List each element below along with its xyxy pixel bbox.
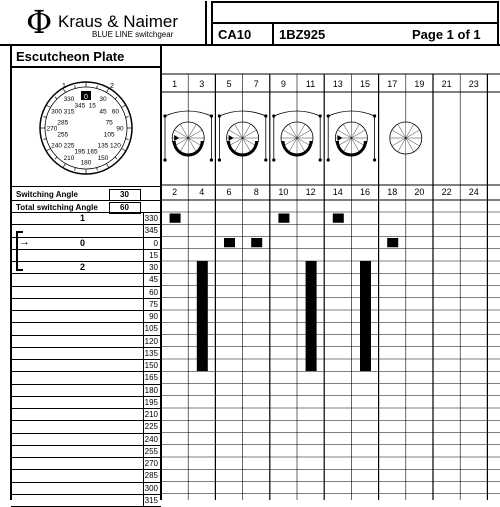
terminal-number-bottom: 22 (441, 187, 452, 197)
terminal-number-top: 19 (414, 79, 425, 89)
angle-label: 60 (149, 287, 158, 297)
angle-row-line (11, 433, 161, 434)
dial-tick (46, 105, 50, 108)
header-right-border (497, 1, 499, 45)
angle-label: 345 (144, 226, 158, 236)
angle-label: 90 (149, 312, 158, 321)
dial-labels (47, 96, 124, 166)
angle-row-line (11, 310, 161, 311)
angle-label: 300 (144, 483, 158, 493)
page-indicator: Page 1 of 1 (412, 27, 481, 42)
total-switching-angle-label: Total switching Angle (16, 203, 98, 212)
dial-outer-number: 90 (116, 125, 124, 133)
dial-tick (75, 168, 76, 171)
angle-label: 75 (149, 299, 158, 309)
angle-row-line (11, 457, 161, 458)
angle-row-line (11, 396, 161, 397)
switch-position-label: 1 (80, 213, 86, 223)
angle-row-line (11, 212, 161, 213)
total-switching-angle-value: 60 (120, 203, 129, 212)
angle-row-line (11, 249, 161, 250)
closed-contact-mark (224, 238, 235, 247)
dial-tick (43, 139, 46, 140)
switch-position-label: 2 (80, 262, 86, 272)
dial-tick (115, 97, 117, 99)
angle-label: 285 (144, 471, 158, 481)
escutcheon-title: Escutcheon Plate (16, 49, 125, 64)
terminal-number-bottom: 2 (172, 187, 178, 197)
angle-label: 255 (144, 446, 158, 456)
dial-corner-label-right: 2 (110, 83, 114, 90)
angle-row-line (11, 408, 161, 409)
terminal-number-top: 11 (305, 79, 316, 89)
terminal-number-top: 15 (359, 79, 371, 89)
closed-contact-bar (197, 261, 208, 371)
terminal-number-top: 7 (253, 79, 259, 89)
angle-label: 270 (144, 459, 158, 468)
dial-pointer-label: 0 (84, 94, 88, 101)
angle-label: 120 (144, 336, 158, 346)
dial-tick (115, 157, 117, 159)
header-left-border (211, 1, 213, 45)
closed-contact-bar (306, 261, 317, 371)
terminal-number-bottom: 4 (199, 187, 205, 197)
dial-tick (46, 149, 50, 152)
angle-row-line (11, 224, 161, 225)
terminal-number-top: 9 (280, 79, 286, 89)
dial-tick (97, 168, 98, 171)
angle-label: 135 (144, 348, 158, 358)
angle-row-line (11, 273, 161, 274)
header-bottom-line (0, 44, 500, 46)
angle-label: 330 (144, 214, 158, 223)
angle-row-line (11, 237, 161, 238)
angle-label: 180 (144, 385, 158, 395)
angle-row-line (11, 359, 161, 360)
terminal-number-bottom: 16 (359, 187, 371, 197)
closed-contact-mark (387, 238, 398, 247)
closed-contact-mark (278, 214, 289, 223)
angle-label: 195 (144, 397, 158, 407)
contact-diagram (160, 72, 500, 502)
dial-inner-number: 315 (63, 108, 75, 116)
header-left-divider (205, 1, 207, 45)
dial-inner-number: 75 (105, 119, 113, 127)
angle-row-line (11, 482, 161, 483)
dial-outer-number: 180 (80, 159, 92, 167)
terminal-number-top: 17 (387, 79, 398, 89)
brand-name: Kraus & Naimer (58, 12, 178, 31)
dial-inner-number: 135 (97, 142, 109, 150)
terminal-number-bottom: 8 (253, 187, 259, 197)
angle-label: 15 (149, 250, 158, 260)
angle-label: 165 (144, 373, 158, 383)
dial-tick (55, 157, 57, 159)
cam-contact (390, 122, 422, 154)
dial-inner-number: 15 (88, 102, 96, 110)
dial-tick (122, 149, 126, 152)
terminal-number-top: 23 (468, 79, 479, 89)
angle-row-line (11, 335, 161, 336)
switching-angle-value: 30 (120, 190, 129, 199)
dial-outer-number: 300 (51, 108, 62, 116)
angle-label: 240 (144, 434, 158, 444)
angle-label: 210 (144, 410, 158, 419)
escutcheon-title-underline (11, 66, 161, 68)
angle-row-line (11, 298, 161, 299)
terminal-number-top: 1 (172, 79, 178, 89)
dial-inner-number: 255 (57, 131, 69, 139)
terminal-number-top: 5 (226, 79, 232, 89)
closed-contact-mark (333, 214, 344, 223)
angle-label: 225 (144, 422, 158, 432)
terminal-number-top: 3 (199, 79, 205, 89)
dial-outer-number: 60 (111, 108, 120, 116)
dial-outer-number: 330 (63, 96, 75, 104)
dial-inner-number: 195 (74, 148, 86, 156)
switch-position-label: 0 (80, 237, 86, 248)
angle-label: 150 (144, 361, 158, 370)
dial-corner-label-left: 1 (62, 83, 66, 90)
angle-label: 0 (153, 238, 158, 248)
closed-contact-bar (360, 261, 371, 371)
contact-cams (163, 111, 421, 162)
terminal-number-bottom: 24 (468, 187, 479, 197)
dial-tick (122, 105, 126, 108)
dial-inner-number: 45 (99, 108, 107, 116)
terminal-number-top: 13 (332, 79, 343, 89)
contact-table (160, 212, 500, 502)
dial-inner-number: 165 (86, 148, 98, 156)
header-top-line (211, 1, 499, 3)
dial-inner-number: 105 (103, 131, 115, 139)
dial-inner-number: 345 (74, 102, 86, 110)
angle-row-line (11, 322, 161, 323)
dial-outer-number: 150 (97, 154, 109, 162)
dial-outer-number: 30 (99, 96, 107, 104)
angle-row-line (11, 384, 161, 385)
dial-tick (75, 85, 76, 88)
dial-tick (107, 88, 110, 92)
angle-label: 45 (149, 275, 158, 285)
terminal-number-bottom: 20 (414, 187, 425, 197)
switching-box-divider (11, 200, 161, 201)
angle-row-line (11, 371, 161, 372)
angle-row-line (11, 261, 161, 262)
dial-inner-number: 225 (63, 142, 75, 150)
dial-tick (126, 117, 129, 118)
angle-row-line (11, 420, 161, 421)
terminal-number-bottom: 10 (278, 187, 289, 197)
dial-tick (97, 85, 98, 88)
angle-label: 315 (144, 495, 158, 505)
angle-row-line (11, 445, 161, 446)
angle-row-line (11, 494, 161, 495)
model-code: CA10 (218, 27, 252, 42)
angle-row-line (11, 286, 161, 287)
dial-outer-number: 240 (51, 142, 62, 150)
dial-tick (63, 164, 66, 168)
closed-contact-mark (251, 238, 262, 247)
closed-contact-mark (170, 214, 181, 223)
part-number: 1BZ925 (279, 27, 326, 42)
dial-outer-number: 210 (63, 154, 75, 162)
dial-outer-number: 120 (110, 142, 121, 150)
dial-tick (55, 97, 57, 99)
angle-row-line (11, 469, 161, 470)
dial-tick (43, 117, 46, 118)
handle-position-arrow-icon: → (19, 236, 30, 248)
brand-tagline: BLUE LINE switchgear (92, 30, 174, 39)
dial-outer-number: 270 (46, 125, 58, 133)
terminal-number-bottom: 12 (305, 187, 316, 197)
angle-column-divider (143, 212, 144, 506)
angle-label: 30 (149, 263, 158, 272)
switching-angle-label: Switching Angle (16, 190, 78, 199)
terminal-number-bottom: 14 (332, 187, 343, 197)
angle-row-line (11, 347, 161, 348)
dial-tick (107, 164, 110, 168)
header-cell-divider-1 (272, 23, 274, 45)
header-mid-line (211, 22, 499, 24)
dial-tick (126, 139, 129, 140)
terminal-number-bottom: 18 (387, 187, 398, 197)
escutcheon-dial (18, 72, 158, 184)
angle-label: 105 (144, 324, 158, 334)
brand-logo-icon: Φ (26, 3, 53, 41)
terminal-number-bottom: 6 (226, 187, 232, 197)
dial-inner-number: 285 (57, 119, 69, 127)
terminal-number-top: 21 (441, 79, 452, 89)
switching-box-top (11, 186, 161, 187)
